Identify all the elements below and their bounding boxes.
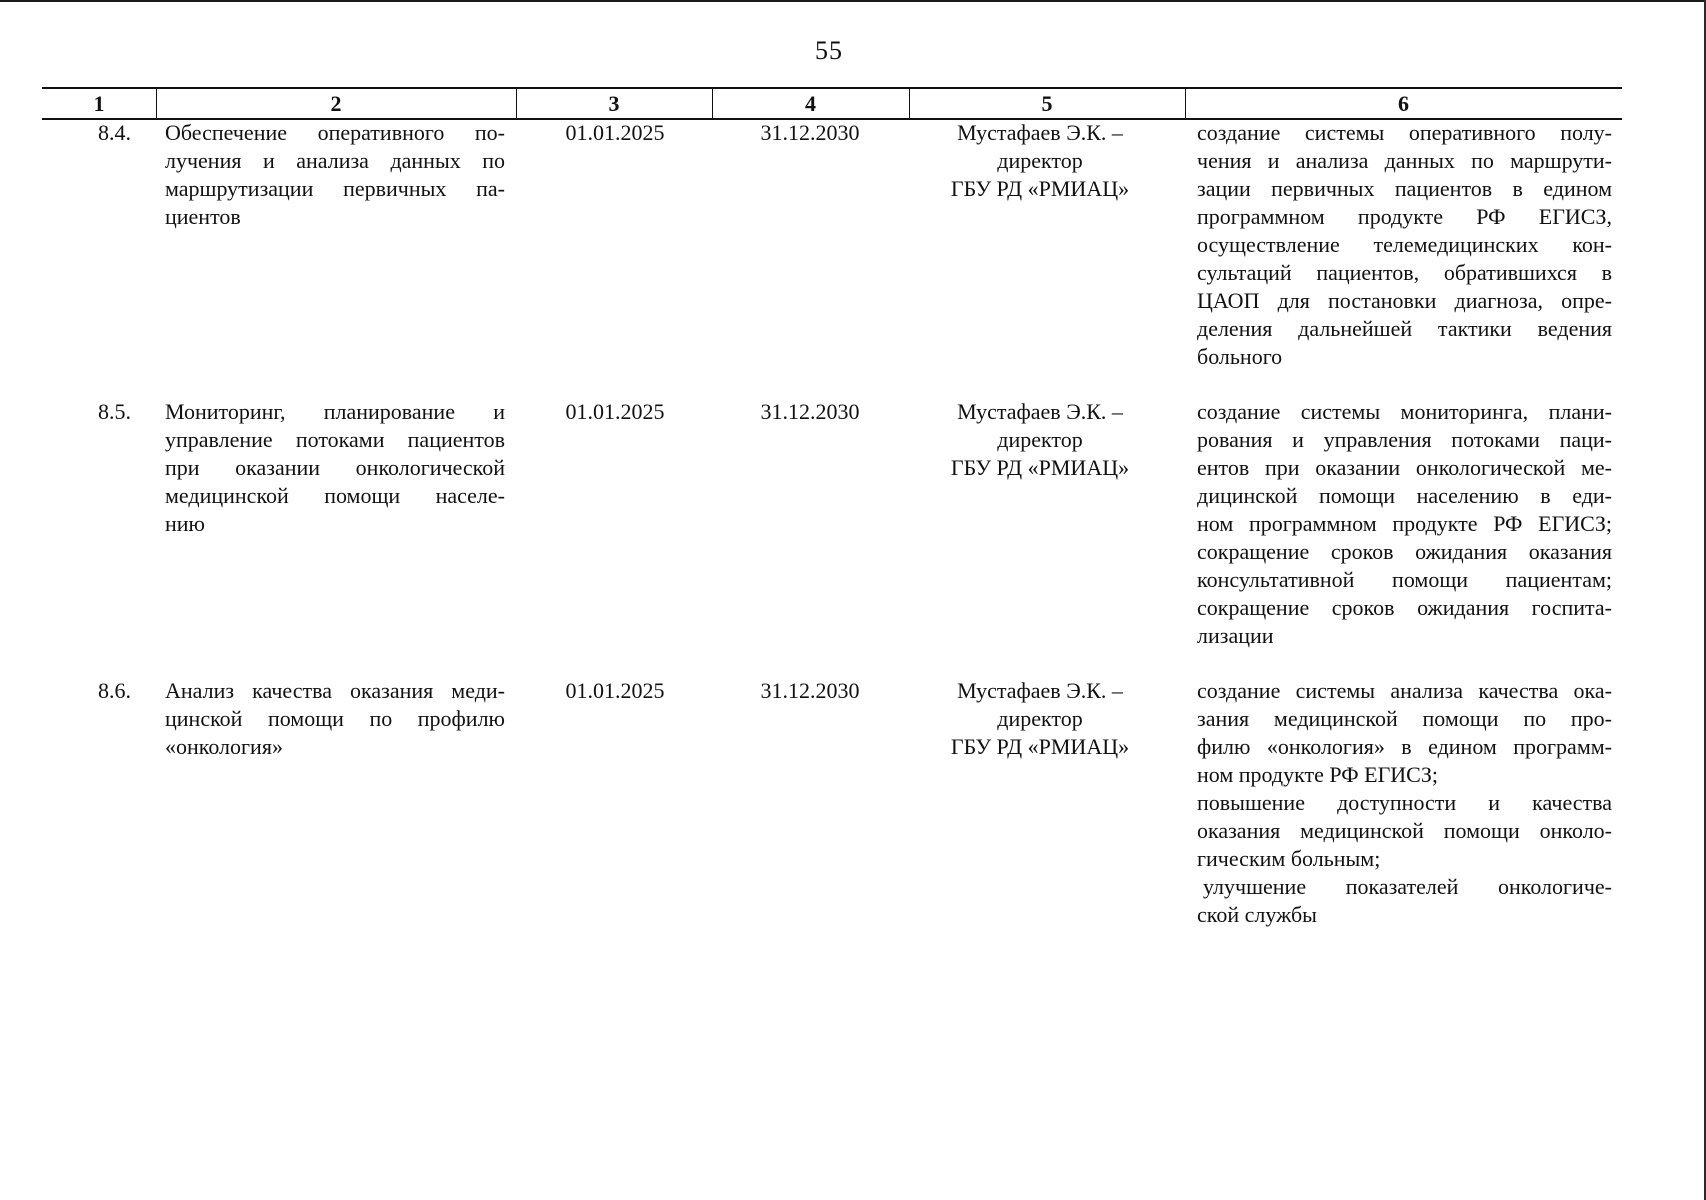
text-line: директор (997, 706, 1083, 731)
text-line: лизации (1197, 623, 1274, 648)
text-line: оказания медицинской помощи онколо- (1197, 818, 1612, 843)
text-line: сокращение сроков ожидания оказания (1197, 539, 1612, 564)
responsible-person (915, 677, 1165, 761)
text-line: улучшение показателей онкологиче- (1203, 874, 1612, 899)
activity-name (165, 677, 505, 761)
text-line: консультативной помощи пациентам; (1197, 567, 1612, 592)
text-line: гическим больным; (1197, 846, 1381, 871)
text-line: нию (165, 511, 205, 536)
text-line: зации первичных пациентов в едином (1197, 176, 1612, 201)
text-line: ентов при оказании онкологической ме- (1197, 455, 1612, 480)
responsible-person (915, 119, 1165, 203)
text-line: создание системы анализа качества ока- (1197, 678, 1612, 703)
text-line: управление потоками пациентов (165, 427, 505, 452)
text-line: ской службы (1197, 902, 1317, 927)
start-date: 01.01.2025 (565, 678, 665, 703)
text-line: Мустафаев Э.К. – (957, 120, 1123, 145)
expected-result (1197, 677, 1612, 929)
text-line: чения и анализа данных по маршрути- (1197, 148, 1612, 173)
responsible-person (915, 398, 1165, 482)
text-line: ном продукте РФ ЕГИСЗ; (1197, 762, 1438, 787)
header-col-1: 1 (93, 91, 105, 116)
start-date: 01.01.2025 (565, 399, 665, 424)
text-line: повышение доступности и качества (1197, 790, 1612, 815)
text-line: медицинской помощи населе- (165, 483, 505, 508)
text-line: осуществление телемедицинских кон- (1197, 232, 1612, 257)
text-line: директор (997, 427, 1083, 452)
scan-edge-top (0, 0, 1706, 2)
end-date: 31.12.2030 (760, 120, 860, 145)
header-col-6: 6 (1398, 91, 1409, 116)
text-line: программном продукте РФ ЕГИСЗ, (1197, 204, 1612, 229)
text-line: рования и управления потоками паци- (1197, 427, 1612, 452)
activity-name (165, 398, 505, 538)
text-line: создание системы оперативного полу- (1197, 120, 1612, 145)
header-col-2: 2 (330, 91, 342, 116)
text-line: «онкология» (165, 734, 283, 759)
expected-result (1197, 398, 1612, 650)
text-line: Мустафаев Э.К. – (957, 678, 1123, 703)
text-line: ном программном продукте РФ ЕГИСЗ; (1197, 511, 1612, 536)
text-line: маршрутизации первичных па- (165, 176, 505, 201)
text-line: деления дальнейшей тактики ведения (1197, 316, 1612, 341)
text-line: сультаций пациентов, обратившихся в (1197, 260, 1612, 285)
expected-result (1197, 119, 1612, 371)
text-line: сокращение сроков ожидания госпита- (1197, 595, 1612, 620)
text-line: директор (997, 148, 1083, 173)
header-col-3: 3 (608, 91, 620, 116)
text-line: Анализ качества оказания меди- (165, 678, 505, 703)
text-line: циентов (165, 204, 241, 229)
end-date: 31.12.2030 (760, 399, 860, 424)
row-number: 8.5. (98, 399, 131, 424)
header-col-4: 4 (805, 91, 816, 116)
text-line: зания медицинской помощи по про- (1197, 706, 1612, 731)
text-line: больного (1197, 344, 1283, 369)
text-line: лучения и анализа данных по (165, 148, 505, 173)
page-number: 55 (815, 36, 843, 65)
end-date: 31.12.2030 (760, 678, 860, 703)
text-line: при оказании онкологической (165, 455, 505, 480)
start-date: 01.01.2025 (565, 120, 665, 145)
text-line: ЦАОП для постановки диагноза, опре- (1197, 288, 1612, 313)
header-col-5: 5 (1041, 91, 1053, 116)
text-line: Мустафаев Э.К. – (957, 399, 1123, 424)
text-line: создание системы мониторинга, плани- (1197, 399, 1612, 424)
text-line: ГБУ РД «РМИАЦ» (950, 455, 1130, 480)
table-header (42, 87, 1622, 120)
text-line: цинской помощи по профилю (165, 706, 505, 731)
activity-name (165, 119, 505, 231)
row-number: 8.6. (98, 678, 131, 703)
text-line: ГБУ РД «РМИАЦ» (950, 176, 1130, 201)
text-line: ГБУ РД «РМИАЦ» (950, 734, 1130, 759)
row-number: 8.4. (98, 120, 131, 145)
text-line: филю «онкология» в едином программ- (1197, 734, 1612, 759)
text-line: Обеспечение оперативного по- (165, 120, 505, 145)
text-line: дицинской помощи населению в еди- (1197, 483, 1612, 508)
text-line: Мониторинг, планирование и (165, 399, 505, 424)
